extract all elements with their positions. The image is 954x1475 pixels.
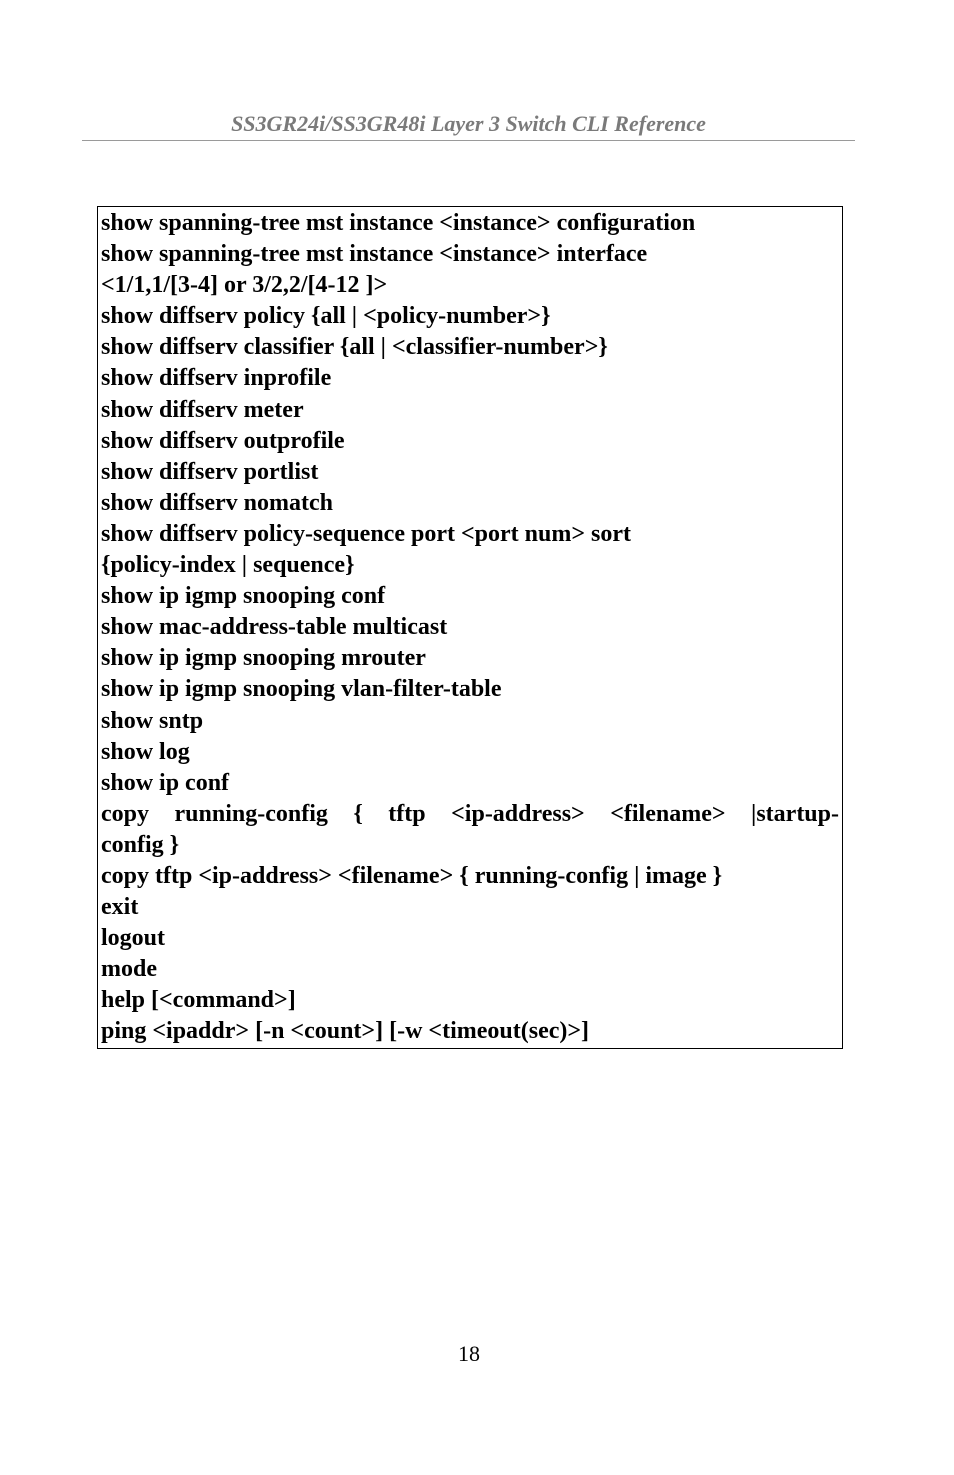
command-line: show sntp [101, 707, 204, 734]
command-line: config } [101, 831, 180, 858]
command-line: show diffserv policy {all | <policy-number>} [101, 303, 551, 330]
command-line: show ip igmp snooping conf [101, 583, 386, 610]
command-list-box [97, 206, 843, 1049]
command-line: show diffserv nomatch [101, 489, 333, 516]
command-line: show ip conf [101, 769, 230, 796]
page-number: 18 [458, 1341, 480, 1366]
command-line: show spanning-tree mst instance <instance> interface [101, 241, 648, 268]
command-line: <1/1,1/[3-4] or 3/2,2/[4-12 ]> [101, 272, 388, 299]
command-line: mode [101, 956, 157, 983]
command-line: {policy-index | sequence} [101, 552, 355, 579]
command-line: show diffserv outprofile [101, 427, 345, 454]
command-line: ping <ipaddr> [-n <count>] [-w <timeout(sec)>] [101, 1018, 590, 1045]
command-line: show log [101, 738, 190, 765]
command-line: show diffserv meter [101, 396, 304, 423]
command-line: show diffserv policy-sequence port <port num> sort [101, 520, 631, 547]
command-line: exit [101, 894, 139, 921]
command-line: copy tftp <ip-address> <filename> { running-config | image } [101, 862, 723, 889]
command-line: copy running-config { tftp <ip-address> <filename> |startup- [101, 800, 839, 827]
command-line: show ip igmp snooping vlan-filter-table [101, 676, 502, 703]
page-header: SS3GR24i/SS3GR48i Layer 3 Switch CLI Reference [231, 111, 706, 136]
command-line: show mac-address-table multicast [101, 614, 448, 641]
command-line: show ip igmp snooping mrouter [101, 645, 426, 672]
command-line: show diffserv classifier {all | <classifier-number>} [101, 334, 608, 361]
command-line: show diffserv portlist [101, 458, 319, 485]
command-line: show spanning-tree mst instance <instance> configuration [101, 210, 696, 236]
command-line: show diffserv inprofile [101, 365, 332, 392]
command-line: help [<command>] [101, 987, 296, 1014]
header-rule [82, 140, 855, 141]
command-line: logout [101, 925, 166, 952]
